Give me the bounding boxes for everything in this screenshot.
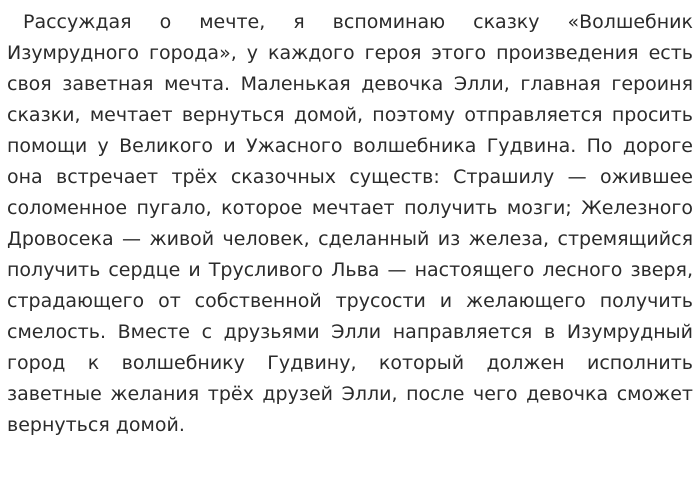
essay-paragraph: Рассуждая о мечте, я вспоминаю сказку «Волшебник Изумрудного города», у каждого героя этого произведения есть своя заветная мечта. Маленькая девочка Элли, главная героиня сказки, мечтает вернуться домой, поэтому отправляется просить помощи у Великого и Ужасного волшебника Гудвина. По дороге она встречает трёх сказочных существ: Страшилу — ожившее соломенное пугало, которое мечтает получить мозги; Железного Дровосека — живой человек, сделанный из железа, стремящийся получить сердце и Трусливого Льва — настоящего лесного зверя, страдающего от собственной трусости и желающего получить смелость. Вместе с друзьями Элли направляется в Изумрудный город к волшебнику Гудвину, который должен исполнить заветные желания трёх друзей Элли, после чего девочка сможет вернуться домой.	[7, 11, 693, 436]
document-page	[7, 7, 693, 441]
